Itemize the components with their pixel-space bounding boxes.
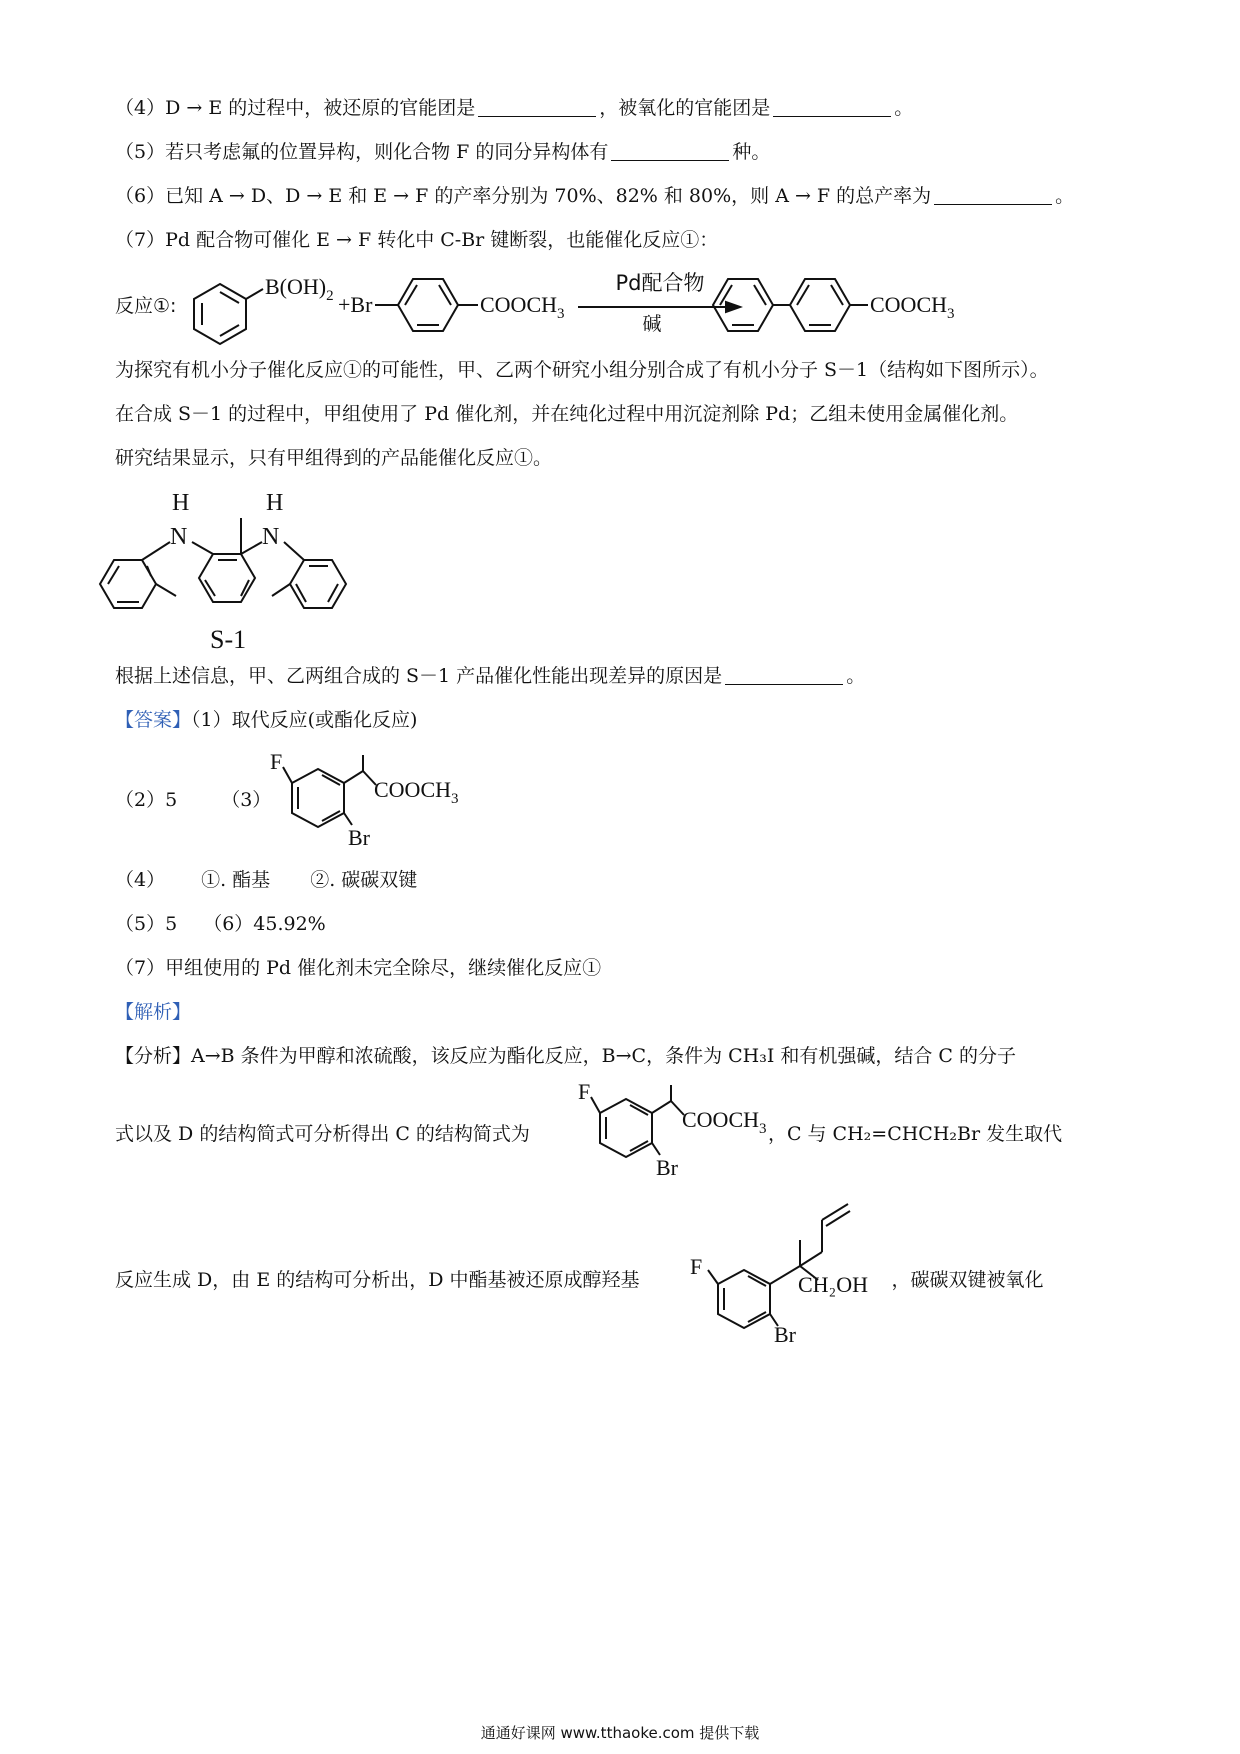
q4-text-pre: （4）D → E 的过程中，被还原的官能团是 [115, 97, 476, 119]
answer-line-1 [115, 708, 417, 732]
q4-text-post: 。 [894, 97, 914, 119]
analysis-structure-e [690, 1190, 970, 1350]
analysis-structure-c [578, 1079, 818, 1185]
paragraph-line-2: 在合成 S－1 的过程中，甲组使用了 Pd 催化剂，并在纯化过程中用沉淀剂除 Pd；乙组未使用金属催化剂。 [115, 403, 1019, 425]
analysis-e-fluorine: F [690, 1254, 703, 1279]
analysis-e-bonds [708, 1204, 850, 1328]
ester-group-reactant: $COOCH_3$ [480, 292, 565, 322]
question-6 [115, 184, 1074, 208]
q4-blank-2 [773, 98, 891, 117]
answer-line-4 [115, 868, 417, 892]
arrow-condition-catalyst: Pd配合物 [615, 271, 705, 295]
analysis-c-bromine: Br [656, 1155, 678, 1180]
analysis-text-2-pre: 式以及 D 的结构简式可分析得出 C 的结构简式为 [115, 1123, 530, 1145]
q6-text-pre: （6）已知 A → D、D → E 和 E → F 的产率分别为 70%、82% 和 80%，则 A → F 的总产率为 [115, 185, 932, 207]
answer-3-ester: $COOCH_3$ [374, 777, 459, 807]
s1-h-right: H [266, 490, 284, 516]
s1-n-left: N [170, 524, 188, 550]
q5-text-post: 种。 [732, 141, 771, 163]
answer-3-structure [270, 749, 510, 855]
q6-blank [934, 186, 1052, 205]
answer-3-bromine: Br [348, 825, 370, 850]
boronic-acid-group: $B(OH)_2$ [265, 274, 334, 304]
q4-text-mid: ，被氧化的官能团是 [599, 97, 771, 119]
answer-4-1: ①. 酯基 [201, 869, 271, 891]
question-7-ask [115, 664, 865, 688]
analysis-c-fluorine: F [578, 1079, 591, 1104]
answer-6: （6）45.92% [203, 913, 326, 935]
q7-blank [725, 666, 843, 685]
answer-line-5 [115, 912, 326, 936]
q7-text-post: 。 [846, 665, 866, 687]
reaction-label: 反应①: [115, 295, 177, 317]
s1-h-left: H [172, 490, 190, 516]
analysis-c-ester: $COOCH_3$ [682, 1107, 767, 1137]
answer-3-bonds [283, 755, 376, 827]
q4-blank-1 [478, 98, 596, 117]
answer-4-num: （4） [115, 869, 166, 891]
page-footer: 通通好课网 www.tthaoke.com 提供下载 [480, 1724, 760, 1742]
analysis-tag: 【解析】 [115, 1001, 192, 1023]
answer-5: （5）5 [115, 913, 178, 935]
analysis-text-3-pre: 反应生成 D，由 E 的结构可分析出，D 中酯基被还原成醇羟基 [115, 1269, 640, 1291]
answer-2: （2）5 [115, 789, 178, 811]
s1-bonds [100, 518, 346, 608]
s1-n-right: N [262, 524, 280, 550]
answer-3-fluorine: F [270, 749, 283, 774]
arrow-condition-base: 碱 [642, 313, 662, 335]
question-7-intro: （7）Pd 配合物可催化 E → F 转化中 C-Br 键断裂，也能催化反应①： [115, 229, 719, 251]
question-5 [115, 140, 770, 164]
paragraph-line-1: 为探究有机小分子催化反应①的可能性，甲、乙两个研究小组分别合成了有机小分子 S－1（结构如下图所示）。 [115, 359, 1049, 381]
analysis-c-bonds [591, 1085, 684, 1157]
analysis-line-1 [115, 1044, 1016, 1068]
q7-text-pre: 根据上述信息，甲、乙两组合成的 S－1 产品催化性能出现差异的原因是 [115, 665, 723, 687]
answer-line-2 [115, 788, 271, 812]
analysis-text-1: A→B 条件为甲醇和浓硫酸，该反应为酯化反应，B→C，条件为 CH₃I 和有机强碱，结合 C 的分子 [191, 1045, 1017, 1067]
answer-4-2: ②. 碳碳双键 [310, 869, 418, 891]
analysis-e-bromine: Br [774, 1322, 796, 1347]
benzene-ring-boronic [194, 284, 263, 344]
plus-bromo: +Br [338, 292, 373, 317]
ester-group-product: $COOCH_3$ [870, 292, 955, 322]
benzene-ring-bromobenzoate [375, 279, 478, 331]
analysis-text-2-post: ，C 与 CH₂=CHCH₂Br 发生取代 [767, 1123, 1063, 1145]
question-4 [115, 96, 913, 120]
answer-3: （3） [221, 789, 272, 811]
q5-text-pre: （5）若只考虑氟的位置异构，则化合物 F 的同分异构体有 [115, 141, 609, 163]
q5-blank [611, 142, 729, 161]
analysis-text-3-post: ，碳碳双键被氧化 [891, 1269, 1044, 1291]
answer-1: （1）取代反应(或酯化反应) [191, 709, 418, 731]
answer-tag: 【答案】 [115, 709, 192, 731]
answer-line-7: （7）甲组使用的 Pd 催化剂未完全除尽，继续催化反应① [115, 957, 602, 979]
s1-label: S-1 [210, 625, 247, 654]
q6-text-post: 。 [1055, 185, 1075, 207]
analysis-e-hydroxymethyl: CH₂OH [798, 1272, 869, 1297]
analysis-sub-tag: 【分析】 [115, 1045, 192, 1067]
paragraph-line-3: 研究结果显示，只有甲组得到的产品能催化反应①。 [115, 447, 553, 469]
